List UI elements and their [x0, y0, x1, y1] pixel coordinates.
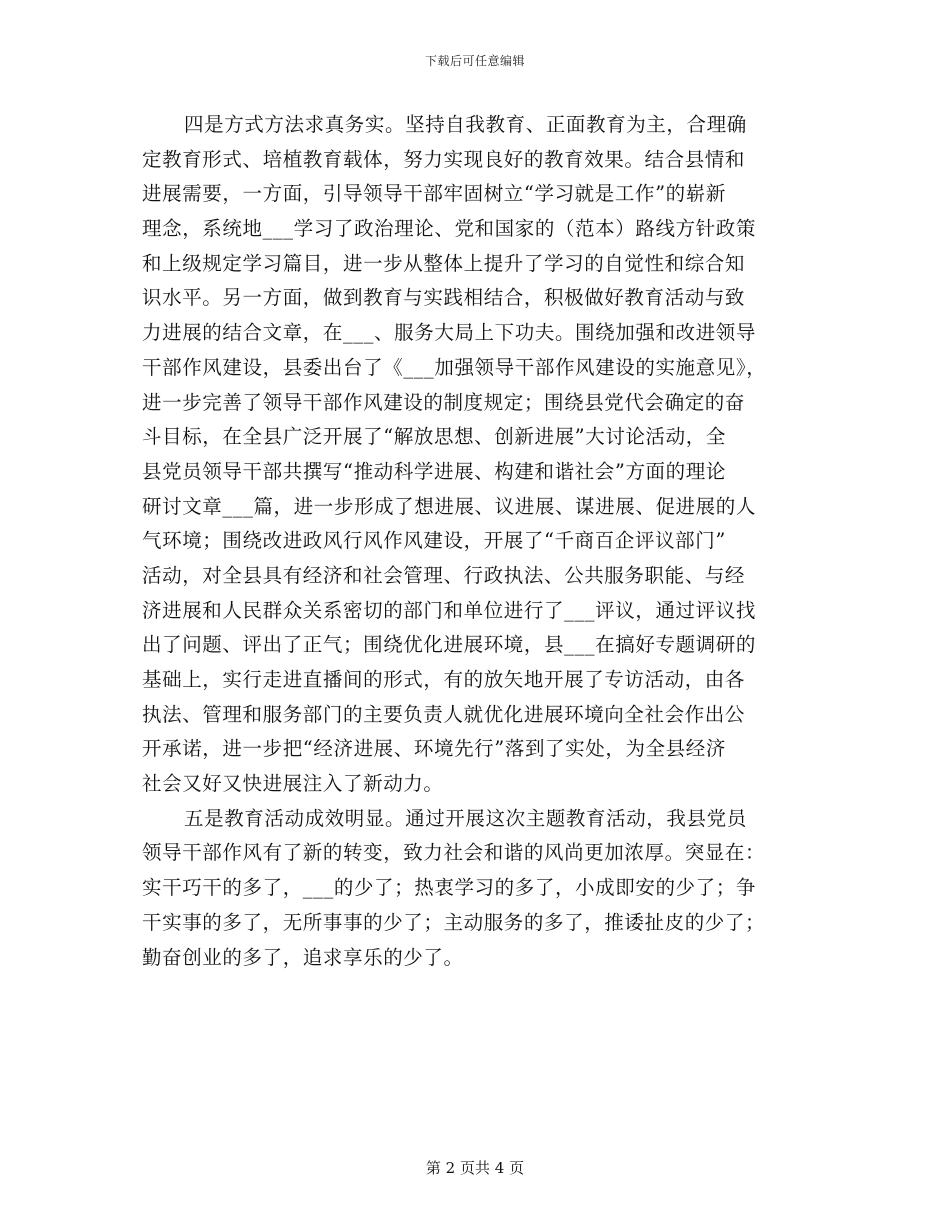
text-line: 干部作风建设，县委出台了《___加强领导干部作风建设的实施意见》，	[142, 355, 767, 379]
text-line: 县党员领导干部共撰写“推动科学进展、构建和谐社会”方面的理论	[142, 459, 726, 483]
text-line: 力进展的结合文章，在___、服务大局上下功夫。围绕加强和改进领导	[142, 321, 756, 345]
text-line: 开承诺，进一步把“经济进展、环境先行”落到了实处，为全县经济	[142, 737, 726, 761]
text-line: 识水平。另一方面，做到教育与实践相结合，积极做好教育活动与致	[142, 286, 746, 310]
text-line: 实干巧干的多了，___的少了；热衷学习的多了，小成即安的少了；争	[142, 876, 756, 900]
text-line: 进一步完善了领导干部作风建设的制度规定；围绕县党代会确定的奋	[142, 390, 746, 414]
page-number-footer: 第 2 页共 4 页	[425, 1159, 525, 1177]
text-line: 理念，系统地___学习了政治理论、党和国家的（范本）路线方针政策	[142, 217, 756, 241]
text-line: 定教育形式、培植教育载体，努力实现良好的教育效果。结合县情和	[142, 147, 746, 171]
text-line: 勤奋创业的多了，追求享乐的少了。	[142, 945, 464, 969]
text-line: 社会又好又快进展注入了新动力。	[142, 772, 444, 796]
text-line: 五是教育活动成效明显。通过开展这次主题教育活动，我县党员	[184, 806, 747, 830]
paragraph-five	[142, 802, 808, 975]
paragraph-four	[142, 108, 808, 802]
text-line: 基础上，实行走进直播间的形式，有的放矢地开展了专访活动，由各	[142, 668, 746, 691]
text-line: 斗目标，在全县广泛开展了“解放思想、创新进展”大讨论活动，全	[142, 425, 726, 449]
text-line: 气环境；围绕改进政风行风作风建设，开展了“千商百企评议部门”	[142, 529, 726, 553]
text-line: 活动，对全县具有经济和社会管理、行政执法、公共服务职能、与经	[142, 563, 746, 587]
text-line: 进展需要，一方面，引导领导干部牢固树立“学习就是工作”的崭新	[142, 182, 726, 206]
document-body	[142, 108, 808, 975]
text-line: 济进展和人民群众关系密切的部门和单位进行了___评议，通过评议找	[142, 598, 756, 622]
text-line: 干实事的多了，无所事事的少了；主动服务的多了，推诿扯皮的少了；	[142, 910, 766, 934]
text-line: 出了问题、评出了正气；围绕优化进展环境，县___在搞好专题调研的	[142, 633, 756, 657]
text-line: 和上级规定学习篇目，进一步从整体上提升了学习的自觉性和综合知	[142, 251, 746, 275]
text-line: 四是方式方法求真务实。坚持自我教育、正面教育为主，合理确	[184, 113, 747, 136]
text-line: 研讨文章___篇，进一步形成了想进展、议进展、谋进展、促进展的人	[142, 494, 756, 518]
text-line: 执法、管理和服务部门的主要负责人就优化进展环境向全社会作出公	[142, 702, 746, 726]
text-line: 领导干部作风有了新的转变，致力社会和谐的风尚更加浓厚。突显在：	[142, 841, 766, 865]
page-header: 下载后可任意编辑	[424, 54, 525, 68]
